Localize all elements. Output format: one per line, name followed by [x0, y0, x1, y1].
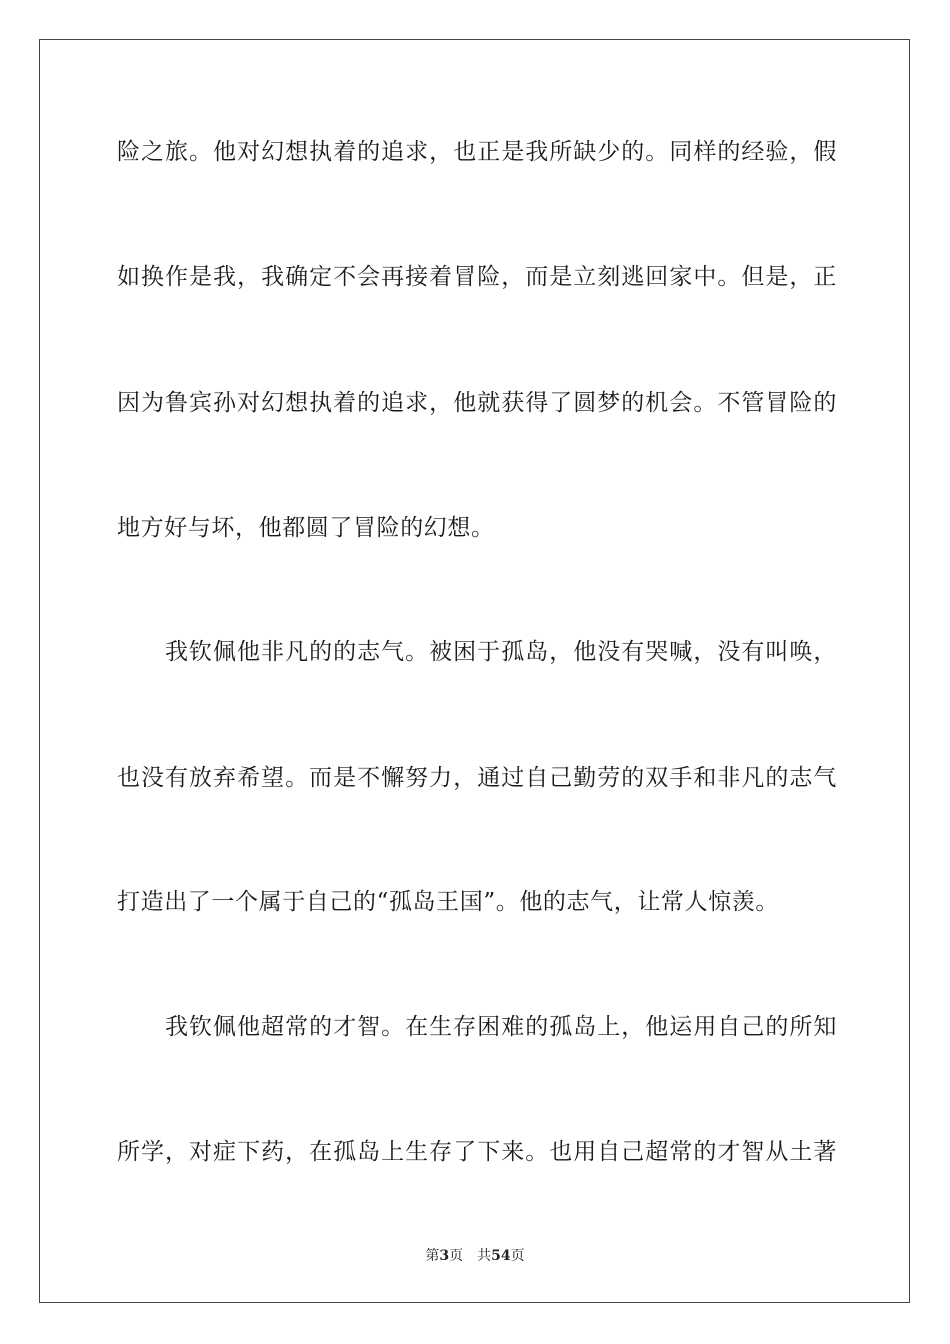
- page-number: 3: [439, 1248, 450, 1264]
- page-footer: [0, 1247, 950, 1265]
- text-line-8: 我钦佩他超常的才智。在生存困难的孤岛上，他运用自己的所知: [165, 1014, 837, 1040]
- text-line-5: 我钦佩他非凡的的志气。被困于孤岛，他没有哭喊，没有叫唤，: [165, 639, 837, 665]
- text-line-7: 打造出了一个属于自己的“孤岛王国”。他的志气，让常人惊羡。: [117, 889, 779, 915]
- text-line-1: 险之旅。他对幻想执着的追求，也正是我所缺少的。同样的经验，假: [117, 139, 837, 165]
- text-line-3: 因为鲁宾孙对幻想执着的追求，他就获得了圆梦的机会。不管冒险的: [117, 390, 837, 416]
- total-pages: 54: [491, 1248, 511, 1264]
- text-line-4: 地方好与坏，他都圆了冒险的幻想。: [117, 515, 495, 541]
- total-prefix: 共: [477, 1248, 492, 1264]
- page-prefix: 第: [425, 1248, 440, 1264]
- page-border: [39, 39, 910, 1303]
- page-suffix: 页: [449, 1248, 464, 1264]
- text-line-6: 也没有放弃希望。而是不懈努力，通过自己勤劳的双手和非凡的志气: [117, 765, 837, 791]
- total-suffix: 页: [510, 1248, 525, 1264]
- text-line-9: 所学，对症下药，在孤岛上生存了下来。也用自己超常的才智从土著: [117, 1139, 837, 1165]
- text-line-2: 如换作是我，我确定不会再接着冒险，而是立刻逃回家中。但是，正: [117, 264, 837, 290]
